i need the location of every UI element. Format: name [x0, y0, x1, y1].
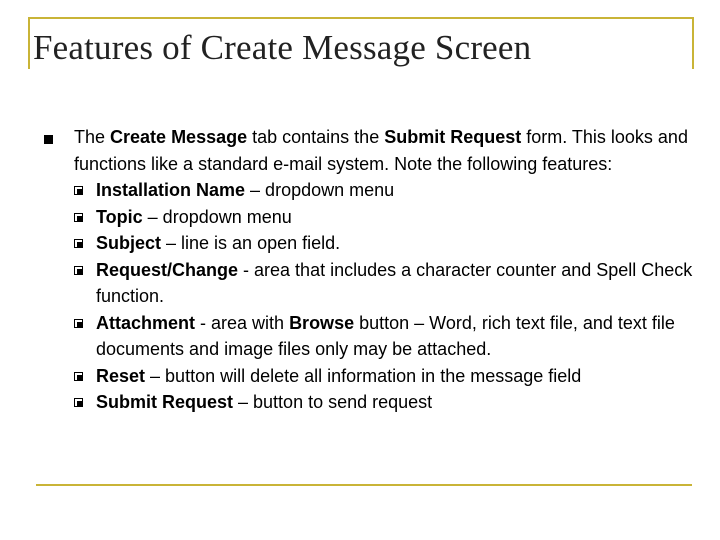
slide-title: Features of Create Message Screen	[33, 28, 532, 67]
list-item: Reset – button will delete all information in the message field	[74, 363, 694, 390]
checkbox-bullet-icon	[74, 372, 83, 381]
title-frame-left	[28, 17, 30, 69]
list-item: Attachment - area with Browse button – Word, rich text file, and text file documents and image files only may be attached.	[74, 310, 694, 363]
slide-bottom-rule	[36, 484, 692, 486]
checkbox-bullet-icon	[74, 398, 83, 407]
checkbox-bullet-icon	[74, 266, 83, 275]
feature-list	[74, 177, 694, 416]
list-item: Subject – line is an open field.	[74, 230, 694, 257]
checkbox-bullet-icon	[74, 239, 83, 248]
checkbox-bullet-icon	[74, 213, 83, 222]
checkbox-bullet-icon	[74, 186, 83, 195]
list-item: Topic – dropdown menu	[74, 204, 694, 231]
slide-body	[74, 124, 694, 416]
list-item: Submit Request – button to send request	[74, 389, 694, 416]
checkbox-bullet-icon	[74, 319, 83, 328]
list-item: Request/Change - area that includes a character counter and Spell Check function.	[74, 257, 694, 310]
list-item: Installation Name – dropdown menu	[74, 177, 694, 204]
title-frame-right	[692, 17, 694, 69]
intro-paragraph: The Create Message tab contains the Submit Request form. This looks and functions like a standard e-mail system. Note the following features:	[74, 127, 688, 174]
square-bullet-icon	[44, 135, 53, 144]
title-frame-top	[28, 17, 693, 19]
